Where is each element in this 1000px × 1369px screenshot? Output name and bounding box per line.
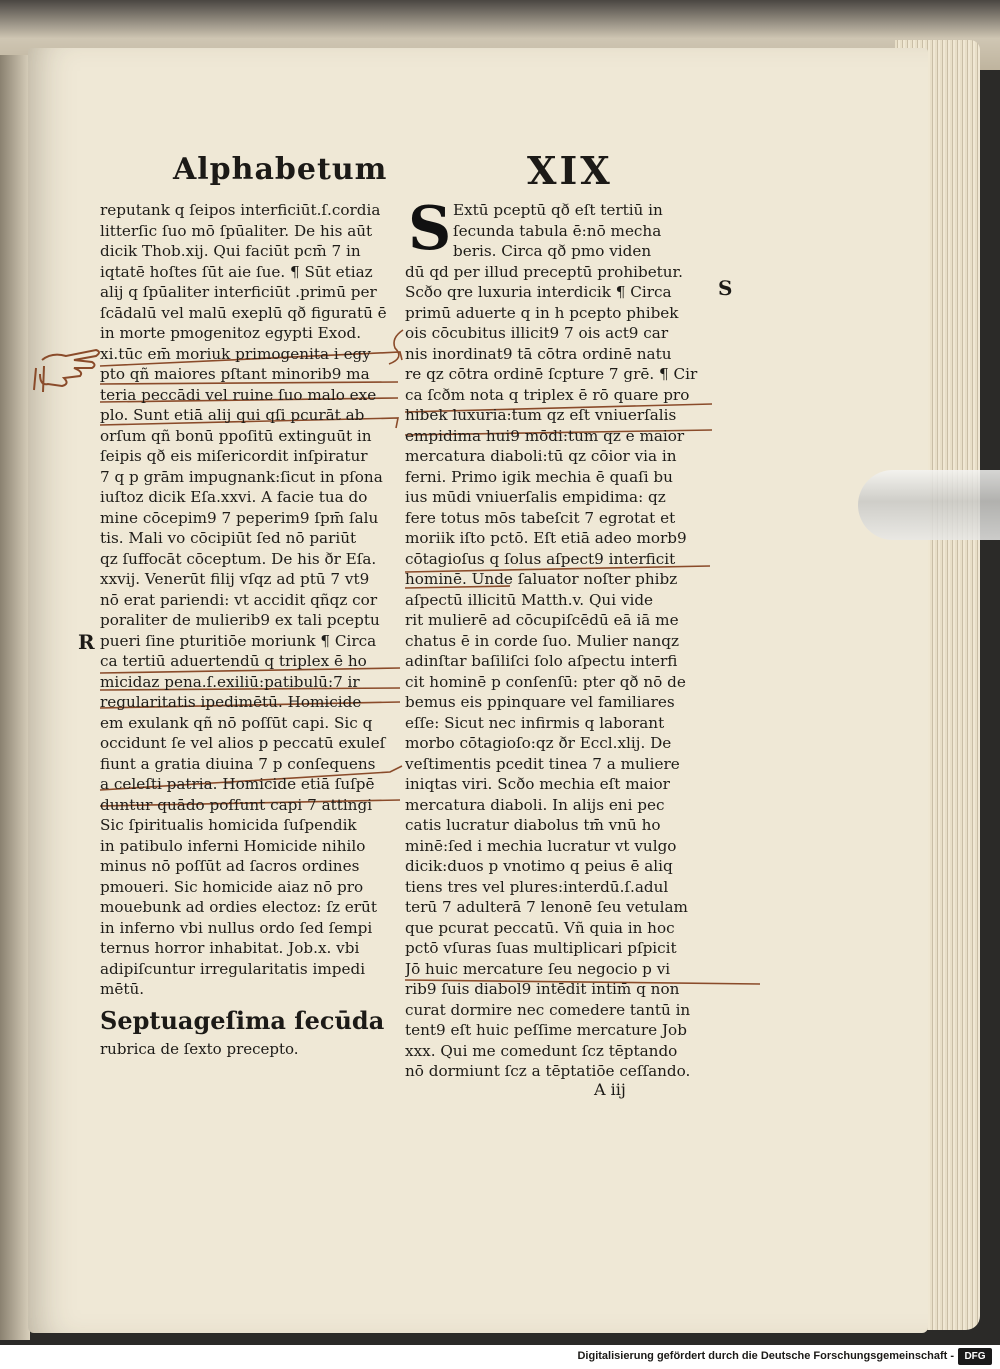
folio-number: XIX (527, 148, 613, 193)
text-line: micidaz pena.ſ.exiliū:patibulū:7 ir (100, 672, 360, 691)
text-line: rit mulierē ad cōcupiſcēdū eā iā me (405, 611, 679, 629)
text-line: tis. Mali vo cōcipiūt ſed nō pariūt (100, 529, 357, 547)
pointing-hand-icon (34, 350, 99, 392)
text-line: mine cōcepim9 7 peperim9 ſpm̄ ſalu (100, 508, 379, 527)
right-text-column (405, 194, 710, 1082)
signature-mark: A iij (594, 1080, 626, 1099)
text-line: reputank q ſeipos interficiūt.ſ.cordia (100, 201, 381, 219)
text-line: nō erat pariendi: vt accidit qñqz cor (100, 590, 378, 609)
text-line: cit hominē p conſenſū: pter qð nō de (405, 672, 686, 691)
text-line: nis inordinat9 tā cōtra ordinē natu (405, 344, 672, 363)
text-line: orſum qñ bonū ppoſitū extinguūt in (100, 426, 372, 445)
rubric-subtitle: rubrica de ſexto precepto. (100, 1040, 299, 1058)
text-line: mercatura diaboli. In alijs eni pec (405, 795, 665, 814)
text-line: aſpectū illicitū Matth.v. Qui vide (405, 590, 654, 609)
text-line: pueri ſine pturitiōe moriunk ¶ Circa (100, 631, 377, 650)
text-line: hibek luxuria:tum qz eſt vniuerſalis (405, 406, 677, 424)
text-line: ois cōcubitus illicit9 7 ois act9 car (405, 324, 669, 342)
text-line: occidunt ſe vel alios p peccatū exuleſ (100, 734, 386, 752)
text-line: pctō vſuras ſuas multiplicari pſpicit (405, 939, 677, 957)
text-line: re qz cōtra ordinē ſcpture 7 grē. ¶ Cir (405, 365, 698, 383)
margin-letter-right: S (718, 276, 733, 300)
text-line: curat dormire nec comedere tantū in (405, 1000, 691, 1019)
text-line: rib9 ſuis diabol9 intēdit intim̄ q non (405, 980, 680, 998)
text-line: veſtimentis pcedit tinea 7 a muliere (405, 754, 680, 773)
dfg-logo: DFG (958, 1348, 992, 1365)
text-line: mētū. (100, 980, 145, 998)
text-line: chatus ē in corde ſuo. Mulier nanqz (405, 631, 679, 650)
text-line: bemus eis ppinquare vel familiares (405, 693, 675, 711)
text-line: iniqtas viri. Scðo mechia eſt maior (405, 775, 670, 793)
text-line: Scðo qre luxuria interdicik ¶ Circa (405, 283, 672, 301)
text-line: mercatura diaboli:tū qz cōior via in (405, 447, 677, 465)
margin-letter-left: R (78, 630, 95, 654)
text-line: minē:ſed i mechia lucratur vt vulgo (405, 836, 677, 855)
running-head: Alphabetum (173, 152, 388, 187)
text-line: empidima hui9 mōdi:tum qz e maior (405, 426, 685, 445)
text-line: regularitatis ipedimētū. Homicide (100, 693, 362, 711)
text-line: 7 q p grām impugnank:ſicut in pſona (100, 467, 383, 486)
text-line: plo. Sunt etiā alij qui qſi pcurāt ab (100, 406, 365, 424)
text-line: terū 7 adulterā 7 lenonē ſeu vetulam (405, 898, 688, 916)
text-line: ferni. Primo igik mechia ē quaſi bu (405, 467, 673, 486)
text-line: adipiſcuntur irregularitatis impedi (100, 959, 366, 978)
text-line: Jō huic mercature ſeu negocio p vi (405, 959, 671, 978)
text-line: nō dormiunt ſcz a tēptatiōe ceſſando. (405, 1062, 691, 1080)
text-line: Extū pceptū qð eſt tertiū in (453, 201, 663, 219)
text-line: pto qñ maiores pſtant minorib9 ma (100, 365, 370, 383)
text-line: hominē. Unde ſaluator noſter phibz (405, 570, 678, 588)
text-line: em exulank qñ nō poſſūt capi. Sic q (100, 713, 373, 732)
text-line: beris. Circa qð pmo viden (453, 242, 652, 260)
text-line: ſecunda tabula ē:nō mecha (453, 221, 662, 240)
text-line: ca ſcðm nota q triplex ē rō quare pro (405, 385, 690, 404)
text-line: fere totus mōs tabeſcit 7 egrotat et (405, 508, 676, 527)
text-line: teria peccādi vel ruine ſuo malo exe (100, 385, 377, 404)
text-line: cōtagioſus q ſolus aſpect9 interficit (405, 549, 676, 568)
text-line: tent9 eſt huic peſſime mercature Job (405, 1021, 687, 1039)
text-line: duntur quādo poſſunt capi 7 attingi (100, 795, 373, 814)
text-line: in patibulo inferni Homicide nihilo (100, 836, 366, 855)
text-line: alij q ſpūaliter interficiūt .primū per (100, 283, 377, 301)
text-line: a celeſti patria. Homicide etiā ſuſpē (100, 775, 375, 793)
text-line: ius mūdi vniuerſalis empidima: qz (405, 488, 666, 506)
text-line: fiunt a gratia diuina 7 p conſequens (100, 754, 376, 773)
text-line: xxvij. Venerūt filij vſqz ad ptū 7 vt9 (100, 570, 370, 588)
text-line: ſeipis qð eis miſericordit inſpiratur (100, 447, 368, 465)
page-clip (858, 470, 1000, 540)
text-line: eſſe: Sicut nec infirmis q laborant (405, 713, 665, 732)
text-line: minus nō poſſūt ad ſacros ordines (100, 857, 360, 875)
text-line: moriik iſto pctō. Eſt etiā adeo morb9 (405, 529, 687, 547)
rubric-title: Septuageſima ſecūda (100, 1006, 385, 1035)
text-line: Sic ſpiritualis homicida ſuſpendik (100, 816, 357, 834)
text-line: qz ſuffocāt cōceptum. De his ðr Eſa. (100, 549, 377, 568)
text-line: ſcādalū vel malū exeplū qð figuratū ē (100, 303, 387, 322)
text-line: adinſtar baſiliſci ſolo aſpectu interfi (405, 652, 678, 670)
footer-bar (0, 1345, 1000, 1369)
text-line: mouebunk ad ordies electoz: ſz erūt (100, 898, 377, 916)
text-line: litterſic ſuo mō ſpūaliter. De his aūt (100, 221, 373, 240)
text-line: ca tertiū aduertendū q triplex ē ho (100, 652, 367, 670)
text-line: que pcurat peccatū. Vñ quia in hoc (405, 918, 675, 937)
text-line: iuſtoz dicik Eſa.xxvi. A facie tua do (100, 488, 368, 506)
text-line: catis lucratur diabolus tm̄ vnū ho (405, 816, 661, 834)
text-line: xi.tūc em̄ moriuk primogenita i egy (100, 344, 371, 363)
left-text-column (100, 200, 400, 1000)
text-line: xxx. Qui me comedunt ſcz tēptando (405, 1041, 678, 1060)
text-line: dū qd per illud preceptū prohibetur. (405, 262, 683, 281)
text-line: in inferno vbi nullus ordo ſed ſempi (100, 918, 373, 937)
footer-text: Digitalisierung gefördert durch die Deutsche Forschungsgemeinschaft - (577, 1350, 954, 1362)
text-line: morbo cōtagioſo:qz ðr Eccl.xlij. De (405, 734, 672, 752)
text-line: dicik:duos p vnotimo q peius ē aliq (405, 857, 673, 875)
text-line: iqtatē hoſtes ſūt aie ſue. ¶ Sūt etiaz (100, 262, 373, 281)
text-line: ternus horror inhabitat. Job.x. vbi (100, 939, 360, 957)
text-line: tiens tres vel plures:interdū.ſ.adul (405, 877, 669, 896)
text-line: poraliter de mulierib9 ex tali pceptu (100, 611, 380, 629)
text-line: in morte pmogenitoz egypti Exod. (100, 324, 362, 342)
decorated-initial: S (408, 194, 452, 264)
text-line: primū aduerte q in h pcepto phibek (405, 303, 679, 322)
text-line: dicik Thob.xij. Qui faciūt pcm̄ 7 in (100, 242, 361, 260)
text-line: pmoueri. Sic homicide aiaz nō pro (100, 877, 364, 896)
